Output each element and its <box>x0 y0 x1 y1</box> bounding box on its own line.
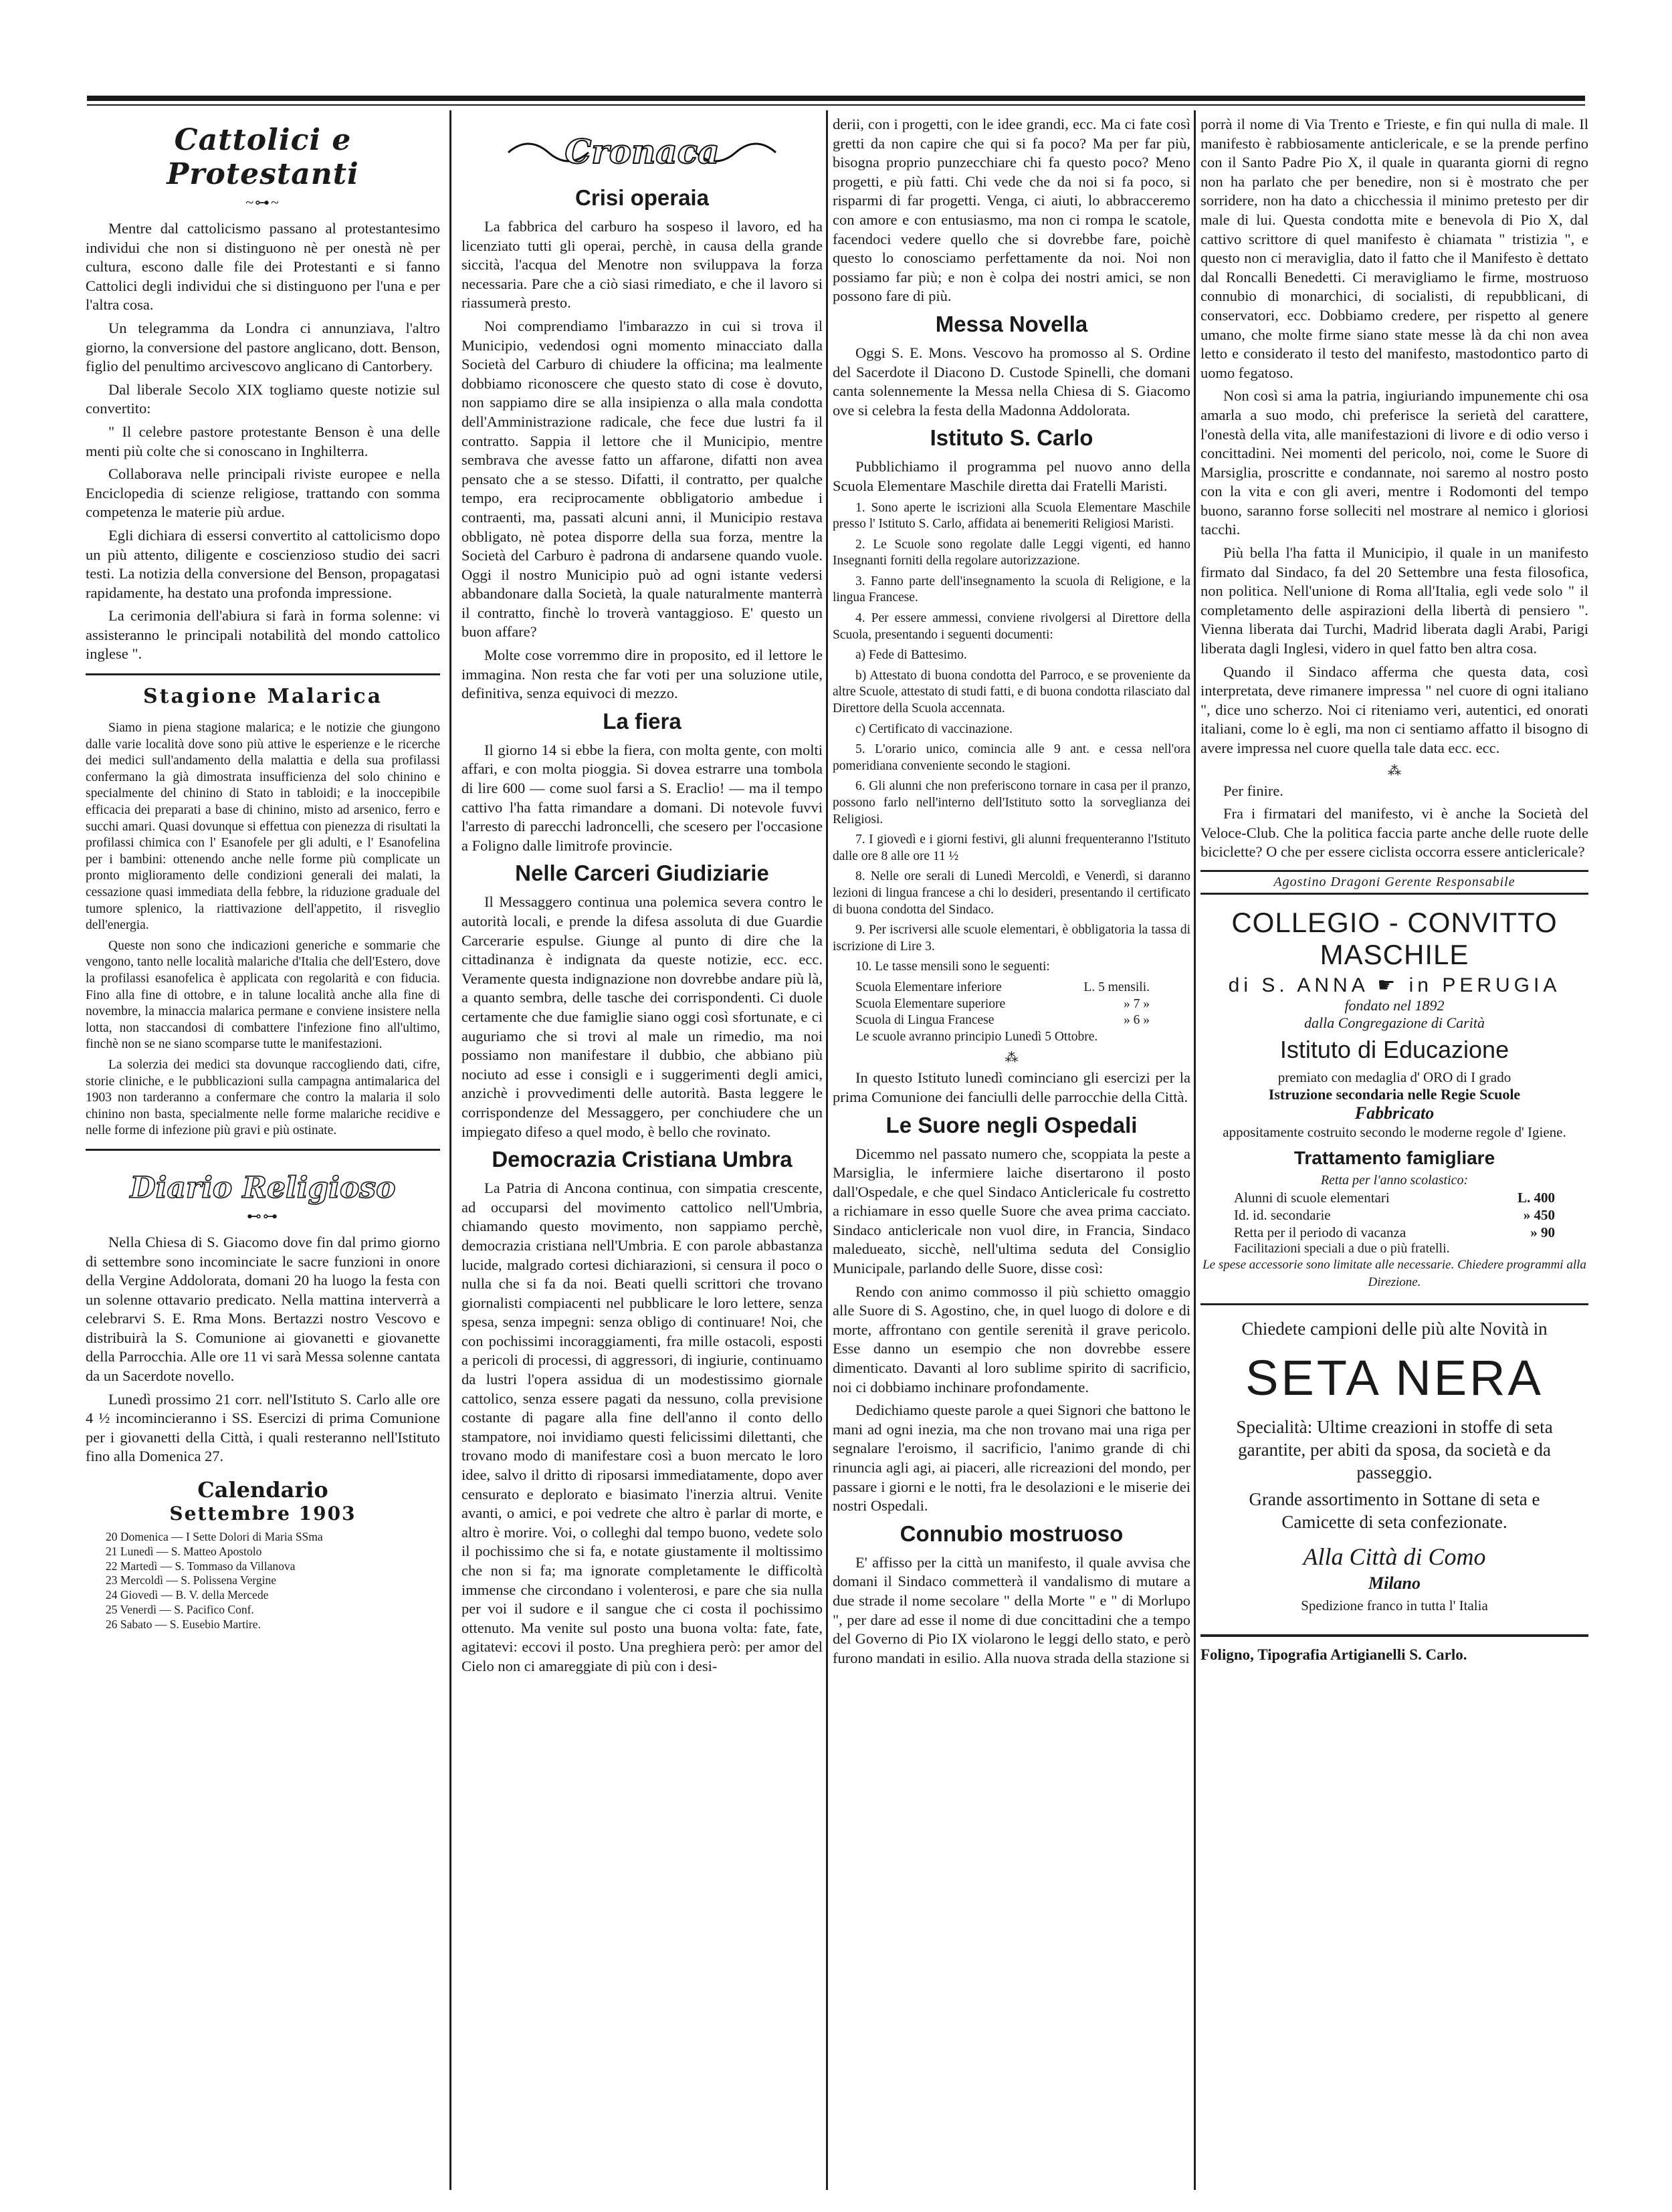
paragraph: derii, con i progetti, con le idee grandi, ecc. Ma ci fate così gretti da non capire che qui si fa poco? Ma per far più, bisogna proprio punzecchiare chi fa questo poco? Meno progetti, e più fatti. Chi vede che da noi si fa poco, si risparmi di far progetti. Venga, ci aiuti, lo abbracceremo con amore e con entusiasmo, ma non ci rompa le scatole, facendoci vedere quello che si dovrebbe fare, poichè questo lo conosciamo perfettamente da noi. Noi non possiamo far più; e non è colpa dei nostri amici, se non possono fare di più. <box>833 116 1190 305</box>
fee-value: » 6 » <box>1124 1013 1150 1028</box>
printer-footer: Foligno, Tipografia Artigianelli S. Carlo. <box>1200 1634 1588 1664</box>
paragraph: Egli dichiara di essersi convertito al cattolicismo dopo un più attento, diligente e coscienzioso studio dei sacri testi. La notizia della conversione del Benson, propagatasi rapidamente, ha destato una profonda impressione. <box>86 526 440 601</box>
article-diario <box>86 1233 440 1466</box>
fee-name: Scuola Elementare inferiore <box>855 980 1002 994</box>
headline-crisi: Crisi operaia <box>575 185 709 210</box>
seta-assort: Grande assortimento in Sottane di seta e Camicette di seta confezionate. <box>1249 1488 1540 1532</box>
paragraph: Nella Chiesa di S. Giacomo dove fin dal primo giorno di settembre sono incominciate le sacre funzioni in onore della Vergine Addolorata, domani 20 ha luogo la festa con un solenne ottavario predicato. Nella mattina interverrà a celebrarvi S. E. Rma Mons. Bertazzi nostro Vescovo e distribuirà la S. Comunione ai giovanetti e giovanette della Parrocchia. Alle ore 11 vi sarà Messa solenne cantata da un Sacerdote novello. <box>86 1233 440 1385</box>
headline-democrazia: Democrazia Cristiana Umbra <box>492 1147 793 1172</box>
collegio-santa-anna: di S. ANNA <box>1228 974 1368 996</box>
seta-citta: Alla Città di Como <box>1303 1543 1486 1570</box>
paragraph: Più bella l'ha fatta il Municipio, il quale in un manifesto firmato dal Sindaco, fa del 20 Settembre una festa filosofica, non politica. Nell'unione di Roma all'Italia, egli vede solo " il completamento delle aspirazioni della libertà di pensiero ". Vienna liberata dai Turchi, Madrid liberata dagli Arabi, Parigi liberata dagli Inglesi, videro in quel fatto ben altra cosa. <box>1200 544 1588 657</box>
collegio-fabbricato: Fabbricato <box>1354 1103 1435 1123</box>
fee-row <box>855 996 1150 1013</box>
cronaca-banner <box>461 128 823 180</box>
column-2 <box>461 115 823 2175</box>
article-malarica <box>86 720 440 1139</box>
paragraph: Rendo con animo commosso il più schietto omaggio alle Suore di S. Agostino, che, in quel luogo di dolore e di morte, affrontano con gentile serenità il grave pericolo. Esse danno un esempio che non dovrebbe essere dimenticato. Davanti al loro sublime spirito di sacrificio, noi ci dobbiamo inchinare profondamente. <box>833 1283 1190 1396</box>
top-rule-thin <box>87 104 1585 106</box>
paragraph: Mentre dal cattolicismo passano al protestantesimo individui che non si distinguono nè per onestà nè per cultura, escono dalle file dei Protestanti e si fanno Cattolici degli individui che si distinguono per l'una e per l'altra cosa. <box>86 220 440 314</box>
column-divider <box>449 110 451 2190</box>
collegio-trattamento: Trattamento famigliare <box>1293 1147 1495 1168</box>
fee-row <box>1234 1206 1555 1224</box>
paragraph: c) Certificato di vaccinazione. <box>855 722 1013 736</box>
fee-value: » 7 » <box>1124 996 1150 1011</box>
fee-name: Retta per il periodo di vacanza <box>1234 1224 1406 1240</box>
calendar-day: 24 Giovedì — B. V. della Mercede <box>106 1588 269 1602</box>
fee-name: Scuola di Lingua Francese <box>855 1013 995 1028</box>
ornament-divider: ⊷⊶ <box>247 1207 279 1224</box>
headline-carceri: Nelle Carceri Giudiziarie <box>515 861 769 886</box>
article-democrazia-cont <box>833 115 1190 306</box>
fee-name: Id. id. secondarie <box>1234 1206 1331 1223</box>
headline-malarica: Stagione Malarica <box>142 685 383 709</box>
paragraph: 9. Per iscriversi alle scuole elementari, è obbligatoria la tassa di iscrizione di Lire 3. <box>833 923 1190 954</box>
section-rule <box>86 1149 440 1151</box>
column-4 <box>1200 115 1588 2175</box>
collegio-title: COLLEGIO - CONVITTO MASCHILE <box>1231 906 1558 970</box>
paragraph: 2. Le Scuole sono regolate dalle Leggi vigenti, ed hanno Insegnanti forniti della regolare autorizzazione. <box>833 537 1190 568</box>
paragraph: 10. Le tasse mensili sono le seguenti: <box>855 960 1050 974</box>
collegio-istituto: Istituto di Educazione <box>1279 1035 1509 1063</box>
headline-cattolici: Cattolici e Protestanti <box>167 123 359 191</box>
paragraph: Quando il Sindaco afferma che questa data, così interpretata, deve rimanere impressa " nel cuore di ogni italiano ", dice uno scherzo. Noi ci riteniamo veri, autentici, ed onorati italiani, come lo è egli, ma non ci sentiamo affatto il bisogno di avere impressa nel cuore quella tale data ecc. ecc. <box>1200 663 1588 756</box>
carlo-after: In questo Istituto lunedì cominciano gli esercizi per la prima Comunione dei fanciulli delle parrocchie della Città. <box>833 1069 1190 1105</box>
paragraph: Fra i firmatari del manifesto, vi è anche la Società del Veloce-Club. Che la politica faccia parte anche delle ruote delle biciclette? O che per essere ciclista occorra essere anticlericale? <box>1200 805 1588 861</box>
seta-sped: Spedizione franco in tutta l' Italia <box>1301 1597 1488 1614</box>
headline-calendario: Calendario <box>197 1477 328 1503</box>
article-cattolici <box>86 219 440 664</box>
collegio-place <box>1200 974 1588 997</box>
collegio-note: Le spese accessorie sono limitate alle necessarie. Chiedere programmi alla Direzione. <box>1203 1257 1586 1289</box>
fee-value: » 450 <box>1523 1206 1555 1223</box>
fee-row <box>1234 1189 1555 1206</box>
ornament-divider: ~⊶~ <box>245 194 280 211</box>
carlo-intro: Pubblichiamo il programma pel nuovo anno della Scuola Elementare Maschile diretta dai Fratelli Maristi. <box>833 458 1190 494</box>
paragraph: porrà il nome di Via Trento e Trieste, e fin qui nulla di male. Il manifesto è rabbiosamente anticlericale, e se la prende perfino con il Santo Padre Pio X, il quale in quaranta giorni di regno non ha parlato che per benedire, non si è mostrato che per sorridere, non ha dato a chicchessia il minimo pretesto per dir male di lui. Questa condotta mite e benevola di Pio X, dal cattivo scrittore di quel manifesto è chiamata " tristizia ", e questo non ci meraviglia, dato il fatto che il Manifesto è dettato dal Roncalli Benedetti. Ci meravigliamo le firme, mostruoso connubio di monarchici, di socialisti, di repubblicani, di conservatori, ecc. Dobbiamo credere, per rispetto al genere umano, che molte firme siano state messe là da chi non avea letto e considerato il testo del manifesto, mastodontico parto di uomo fegatoso. <box>1200 116 1588 381</box>
paragraph: 6. Gli alunni che non preferiscono tornare in casa per il pranzo, possono farlo nell'interno dell'Istituto sotto la sorveglianza dei Religiosi. <box>833 779 1190 826</box>
fee-name: Scuola Elementare superiore <box>855 996 1006 1011</box>
headline-fiera: La fiera <box>603 708 682 734</box>
paragraph: 5. L'orario unico, comincia alle 9 ant. e cessa nell'ora pomeridiana conveniente secondo le stagioni. <box>833 742 1190 773</box>
collegio-by: dalla Congregazione di Carità <box>1304 1014 1485 1031</box>
ad-seta <box>1200 1303 1588 1614</box>
paragraph: Noi comprendiamo l'imbarazzo in cui si trova il Municipio, vedendosi ogni momento minacciato dalla Società del Carburo di chiudere la officina; ma lealmente dobbiamo riconoscere che questo stato di cose è dovuto, non sappiamo dire se alla insipienza o alla mala condotta dell'Amministrazione radicale, che fece due lustri fa il contratto. Sappia il lettore che il Municipio, mentre sembrava che avesse fatto un affarone, difatti non avea pensato che a se stesso. Difatti, il contratto, per qualche tempo, era reciprocamente obbligatorio ambedue i contraenti, ma, passati alcuni anni, il Municipio restava obbligato, nè potea disporre della sua forza, mentre la Società del Carburo è padrona di andarsene quando vuole. Oggi il nostro Municipio può ad ogni istante vedersi abbandonare dalla Società, la quale naturalmente manterrà il contratto, finchè lo troverà vantaggioso. E' questo un buon affare? <box>461 317 823 641</box>
fee-value: » 90 <box>1530 1224 1555 1240</box>
paragraph: 1. Sono aperte le iscrizioni alla Scuola Elementare Maschile presso l' Istituto S. Carlo, affidata ai benemeriti Religiosi Maristi. <box>833 500 1190 532</box>
paragraph: Siamo in piena stagione malarica; e le notizie che giungono dalle varie località dove sono più attive le esperienze e le ricerche dei medici sull'andamento della malattia e della sua profilassi confermano la già dimostrata insufficienza del solo chinino e specialmente del chinino di Stato in tabloidi; e la inoccepibile efficacia dei preparati a base di chinino, misto ad arsenico, ferro e succhi amari. Quasi dovunque si effettua con pienezza di risultati la profilassi chimica con l' Esanofele per gli adulti, e l' Esanofelina per i bambini: ottenendo anche nelle forme più complicate un pronto miglioramento delle condizioni generali dei malati, la cessazione quasi immediata della febbre, la riduzione graduale del tumore splenico, la riattivazione dell'appetito, il risveglio dell'energia. <box>86 721 440 933</box>
article-fiera <box>461 741 823 856</box>
paragraph: La solerzia dei medici sta dovunque raccogliendo dati, cifre, storie cliniche, e le pubblicazioni sulla campagna antimalarica del 1903 non tarderanno a confermare che contro la malaria il solo chinino non basta, specialmente nelle forme malariche recidive e nelle forme di infezione più gravi e più ostinate. <box>86 1057 440 1138</box>
paragraph: Dicemmo nel passato numero che, scoppiata la peste a Marsiglia, le infermiere laiche disertarono il posto dall'Ospedale, e che quel Sindaco Anticlericale fu costretto a richiamare in esso quelle Suore che avea prima cacciato. Sindaco anticlericale non vuol dire, in Francia, Sindaco maledueato, sicchè, nell'ultima seduta del Consiglio Municipale, parlando delle Suore, disse così: <box>833 1145 1190 1277</box>
cronaca-title: Cronaca <box>564 132 720 171</box>
carlo-fees <box>855 980 1190 1045</box>
stars-separator: ⁂ <box>1388 763 1401 778</box>
paragraph: b) Attestato di buona condotta del Parroco, e se proveniente da altre Scuole, attestato di studi fatti, e di buona condotta rilasciato dal Direttore della Scuola accennata. <box>833 668 1190 716</box>
collegio-istruzione: Istruzione secondaria nelle Regie Scuole <box>1268 1085 1521 1103</box>
collegio-fees <box>1234 1189 1555 1241</box>
calendar-day: 20 Domenica — I Sette Dolori di Maria SSma <box>106 1530 323 1544</box>
paragraph: Dal liberale Secolo XIX togliamo queste notizie sul convertito: <box>86 380 440 417</box>
article-connubio <box>833 1553 1190 1668</box>
headline-connubio: Connubio mostruoso <box>900 1521 1124 1546</box>
paragraph: Lunedì prossimo 21 corr. nell'Istituto S. Carlo alle ore 4 ½ incomincieranno i SS. Esercizi di prima Comunione per i giovanetti della Città, i quali resteranno nell'Istituto fino alla Domenica 27. <box>86 1390 440 1465</box>
paragraph: Dedichiamo queste parole a quei Signori che battono le mani ad ogni inezia, ma che non trovano mai una riga per segnalare l'eroismo, il sacrificio, l'animo grande di chi rinuncia agli agi, ai piaceri, alle ricreazioni del mondo, per passare i giorni e le notti, fra le desolazioni e le miserie dei nostri Ospedali. <box>833 1402 1190 1515</box>
cronaca-ornament-icon <box>502 128 782 177</box>
calendar-month: Settembre 1903 <box>169 1503 356 1525</box>
calendar-day: 22 Martedì — S. Tommaso da Villanova <box>106 1559 296 1573</box>
collegio-founded: fondato nel 1892 <box>1344 996 1445 1014</box>
top-rule <box>87 96 1585 101</box>
article-connubio-cont <box>1200 115 1588 758</box>
fee-row <box>1234 1224 1555 1241</box>
article-finire <box>1200 782 1588 862</box>
paragraph: Per finire. <box>1223 782 1283 799</box>
fee-name: Alunni di scuole elementari <box>1234 1189 1390 1206</box>
collegio-medal: premiato con medaglia d' ORO di I grado <box>1277 1069 1511 1085</box>
paragraph: a) Fede di Battesimo. <box>855 648 967 663</box>
seta-title: SETA NERA <box>1245 1349 1544 1406</box>
article-crisi <box>461 217 823 703</box>
fee-row <box>855 1012 1150 1029</box>
paragraph: La Patria di Ancona continua, con simpatia crescente, ad occuparsi del movimento cattolico nell'Umbria, chiamando questo movimento, non sappiamo perchè, democrazia cristiana nell'Umbria. E con parole abbastanza lucide, malgrado cortesi dichiarazioni, si censura il poco o nulla che si fa da noi. Beati quelli scrittori che trovano giornalisti compiacenti nel pubblicare le loro lettere, senza spesa, senza impegni: senza obligo di continuare! Noi, che con pochissimi incoraggiamenti, fra mille ostacoli, esposti a pericoli di processi, di aggressori, di ingiurie, continuamo da lustri l'opera assidua di un modestissimo giornale cattolico, senza essere pagati da nessuno, colla previsione costante di pagare alla fine dell'anno il conto dello stampatore, noi invidiamo questi felicissimi dilettanti, che trovano modo di manifestare così a buon mercato le loro idee, salvo il dritto di riposarsi immediatamente, dopo aver censurato e deplorato e biasimato l'inerzia altrui. Venite avanti, o amici, e poi vedrete che altro è parlar di morte, e altro è morire. Voi, o colleghi dal tempo buono, vedete solo il pochissimo che si fa, e notate giustamente il moltissimo che non si fa; ma ignorate completamente le difficoltà immense che circondano i volenterosi, e pare che sia nulla per voi il sudore e il sangue che ci costa il pochissimo ottenuto. Ma venite sul posto una buona volta: fate, fate, agitatevi: eccovi il posto. Una preghiera però: per amor del Cielo non ci amareggiate di più con i desi- <box>461 1180 823 1674</box>
column-1 <box>86 115 440 2175</box>
collegio-perugia: in PERUGIA <box>1408 974 1561 996</box>
headline-diario: Diario Religioso <box>130 1170 396 1205</box>
collegio-appositamente: appositamente costruito secondo le moderne regole d' Igiene. <box>1223 1123 1566 1140</box>
paragraph: Queste non sono che indicazioni generiche e sommarie che vengono, tanto nelle località malariche d'Italia che dell'Estero, dove la profilassi esanofelica è applicata con regolarità e con fiducia. Fino alla fine di ottobre, e in talune località anche alla fine di novembre, la minaccia malarica permane e conviene insistere nella lotta, non staccandosi di combattere l'infezione fino all'ultimo, finchè non se ne siano scomparse tutte le manifestazioni. <box>86 938 440 1052</box>
headline-messa: Messa Novella <box>935 311 1088 336</box>
paragraph: Il Messaggero continua una polemica severa contro le autorità locali, e prende la difesa assoluta di due Guardie Carcerarie espulse. Giunge al punto di dire che la cittadinanza è indignata da queste notizie, ecc. ecc. Veramente questa indignazione non dovrebbe andare più là, a quanto sembra, delle tasche dei corrispondenti. Ci duole certamente che due famiglie siano oggi così sfortunate, e ci auguriamo che si trovi al male un rimedio, ma noi possiamo non manifestare il dubbio, che abbiano più nociuto ad esse i consigli e i suggerimenti degli amici, anzichè i provvedimenti delle autorità. Basta leggere le corrispondenze del Messaggero, per conchiudere che un impiegato difeso a quel modo, è bello che rovinato. <box>461 893 823 1140</box>
collegio-facil: Facilitazioni speciali a due o più fratelli. <box>1234 1240 1450 1256</box>
paragraph: 7. I giovedì e i giorni festivi, gli alunni frequenteranno l'Istituto dalle ore 8 alle ore 11 ½ <box>833 833 1190 863</box>
calendar-day: 26 Sabato — S. Eusebio Martire. <box>106 1617 261 1631</box>
fee-value: L. 5 mensili. <box>1083 980 1150 994</box>
fee-row <box>855 980 1150 996</box>
paragraph: La fabbrica del carburo ha sospeso il lavoro, ed ha licenziato tutti gli operai, perchè, in causa della grande siccità, l'acqua del Menotre non sviluppava la forza necessaria. Pare che a ciò siasi rimediato, e che il lavoro si riassumerà presto. <box>461 218 823 312</box>
calendar-day: 25 Venerdì — S. Pacifico Conf. <box>106 1603 254 1617</box>
paragraph: Un telegramma da Londra ci annunziava, l'altro giorno, la conversione del pastore anglicano, dott. Benson, figlio del penultimo arcivescovo anglicano di Cantorbery. <box>86 319 440 375</box>
gerente-line: Agostino Dragoni Gerente Responsabile <box>1200 870 1588 895</box>
headline-suore: Le Suore negli Ospedali <box>885 1112 1138 1137</box>
headline-carlo: Istituto S. Carlo <box>930 425 1093 451</box>
article-democrazia <box>461 1179 823 1676</box>
paragraph: 8. Nelle ore serali di Lunedì Mercoldì, e Venerdì, si daranno lezioni di lingua francese a chi lo desideri, presentando il certificato di buona condotta del Sindaco. <box>833 869 1190 917</box>
column-divider <box>826 110 828 2190</box>
calendar-list <box>106 1530 440 1632</box>
paragraph: Oggi S. E. Mons. Vescovo ha promosso al S. Ordine del Sacerdote il Diacono D. Custode Spinelli, che domani canta solennemente la Messa nella Chiesa di S. Giacomo ove si celebra la festa della Madonna Addolorata. <box>833 344 1190 419</box>
paragraph: La cerimonia dell'abiura si farà in forma solenne: vi assisteranno le principali notabilità del mondo cattolico inglese ". <box>86 607 440 663</box>
stars-separator: ⁂ <box>1005 1050 1019 1066</box>
carlo-opening: Le scuole avranno principio Lunedì 5 Ottobre. <box>855 1029 1098 1044</box>
hand-icon: ☛ <box>1377 974 1400 996</box>
article-suore <box>833 1145 1190 1516</box>
seta-intro: Chiedete campioni delle più alte Novità in <box>1241 1318 1548 1339</box>
calendar-day: 23 Mercoldì — S. Polissena Vergine <box>106 1573 277 1587</box>
article-carceri <box>461 893 823 1141</box>
paragraph: Collaborava nelle principali riviste europee e nella Enciclopedia di scienze religiose, trattando con somma competenza le materie più ardue. <box>86 465 440 521</box>
fee-value: L. 400 <box>1517 1189 1555 1206</box>
column-3 <box>833 115 1190 2175</box>
paragraph: Non così si ama la patria, ingiuriando impunemente chi osa amarla a suo modo, chi preferisce la serietà del carattere, l'onestà della vita, alle manifestazioni di livore e di odio verso i concittadini. Nei momenti del pericolo, noi, come le Suore di Marsiglia, proscritte e condannate, noi saremo al nostro posto con la vita e con gli averi, mentre i Rodomonti del tempo buono, saranno forse solleciti nel mostrare al nemico i gloriosi tacchi. <box>1200 387 1588 538</box>
paragraph: Il giorno 14 si ebbe la fiera, con molta gente, con molti affari, e con molta pioggia. Si dovea estrarre una tombola di lire 600 — come suol farsi a S. Eraclio! — ma il tempo cattivo l'ha fatta rimandare a domani. Di notevole fuvvi l'arresto di parecchi ladroncelli, che scesero per l'occasione a Foligno dalle limitrofe provincie. <box>461 741 823 854</box>
section-rule <box>86 673 440 675</box>
seta-milano: Milano <box>1368 1573 1421 1593</box>
calendar-day: 21 Lunedì — S. Matteo Apostolo <box>106 1544 262 1558</box>
paragraph: 4. Per essere ammessi, conviene rivolgersi al Direttore della Scuola, presentando i seguenti documenti: <box>833 611 1190 642</box>
carlo-program <box>833 500 1190 976</box>
paragraph: Molte cose vorremmo dire in proposito, ed il lettore le immagina. Non resta che far voti per una soluzione utile, definitiva, senza equivoci di mezzo. <box>461 647 823 702</box>
article-messa <box>833 344 1190 420</box>
paragraph: E' affisso per la città un manifesto, il quale avvisa che domani il Sindaco commetterà il vandalismo di mutare a due strade il nome secolare " della Morte " e " di Morlupo ", per dare ad esse il nome di due concittadini che a tempo del Governo di Pio IX violarono le leggi dello stato, e però furono mandati in esilio. Alla nuova strada della stazione si <box>833 1553 1190 1666</box>
paragraph: 3. Fanno parte dell'insegnamento la scuola di Religione, e la lingua Francese. <box>833 574 1190 605</box>
ad-collegio <box>1200 907 1588 1291</box>
column-divider <box>1194 110 1196 2190</box>
seta-spec: Specialità: Ultime creazioni in stoffe di seta garantite, per abiti da sposa, da società e da passeggio. <box>1236 1416 1553 1482</box>
collegio-retta: Retta per l'anno scolastico: <box>1320 1172 1469 1188</box>
paragraph: " Il celebre pastore protestante Benson è una delle menti più colte che si conoscano in Inghilterra. <box>86 423 440 459</box>
